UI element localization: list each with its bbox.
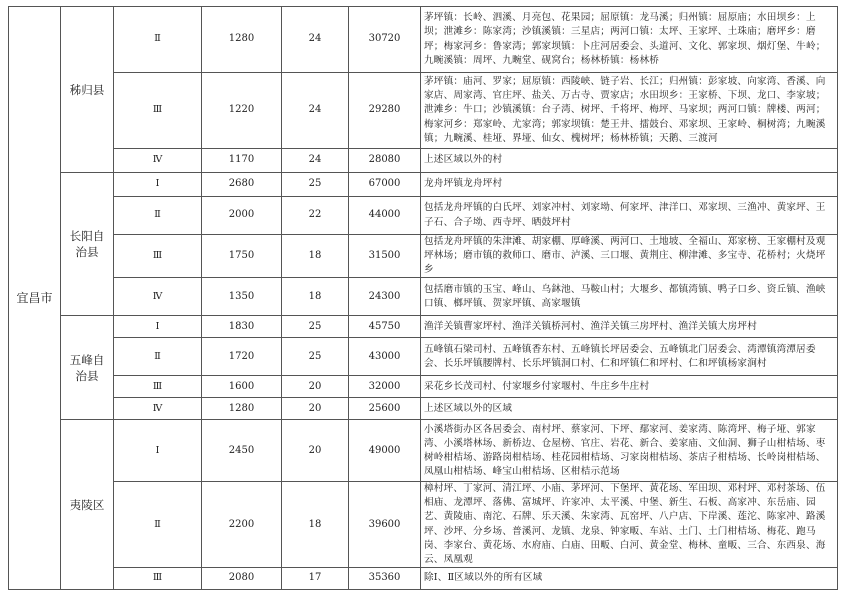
table-row (9, 316, 838, 338)
value1-cell: 1830 (202, 316, 282, 338)
table-row (9, 376, 838, 398)
region-desc-cell: 上述区域以外的村 (421, 149, 838, 173)
value2-cell: 24 (282, 73, 349, 149)
city-cell: 宜昌市 (9, 7, 61, 590)
table-row (9, 420, 838, 482)
region-desc-cell: 采花乡长茂司村、付家堰乡付家堰村、牛庄乡牛庄村 (421, 376, 838, 398)
value2-cell: 24 (282, 7, 349, 73)
region-desc-cell: 五峰镇石梁司村、五峰镇香东村、五峰镇长坪居委会、五峰镇北门居委会、湾潭镇湾潭居委会、长乐坪镇腰牌村、长乐坪镇洞口村、仁和坪镇仁和坪村、仁和坪镇杨家涧村 (421, 338, 838, 376)
value2-cell: 25 (282, 338, 349, 376)
compensation-table (8, 6, 838, 590)
value1-cell: 1170 (202, 149, 282, 173)
region-desc-cell: 茅坪镇：庙河、罗家；屈原镇：西陵峡、链子岩、长江；归州镇：彭家坡、向家湾、香溪、向家店、周家湾、官庄坪、盐关、万古寺、贾家店；水田坝乡：王家桥、下坝、龙口、李家坡；泄滩乡：牛口；沙镇溪镇：台子湾、树坪、千将坪、梅坪、马家坝；两河口镇：牌楼、两河；梅家河乡：郑家岭、尤家湾；郭家坝镇：楚王井、擂鼓台、邓家坝、王家岭、桐树湾；九畹溪镇；九畹溪、桂垭、界垭、仙女、槐树坪；杨林桥镇；天鹅、三渡河 (421, 73, 838, 149)
value2-cell: 22 (282, 197, 349, 235)
value1-cell: 2680 (202, 173, 282, 197)
grade-cell: Ⅰ (114, 316, 202, 338)
region-desc-cell: 樟村坪、丁家河、清江坪、小庙、茅坪河、下堡坪、黄花场、军田坝、邓村坪、邓村茶场、伍相庙、龙潭坪、落佛、富城坪、许家冲、太平溪、中堡、新生、石板、高家冲、东岳庙、园艺、黄陵庙、南沱、石牌、乐天溪、朱家湾、瓦窑坪、八户店、下岸溪、莲沱、陈家冲、路溪坪、沙坪、分乡场、普溪河、龙镇、龙泉、钟家畈、车站、土门、土门柑桔场、梅花、跑马岗、李家台、黄花场、水府庙、白庙、田畈、白河、黄金堂、梅林、童畈、三合、东西泉、海云、凤凰观 (421, 482, 838, 568)
value2-cell: 18 (282, 482, 349, 568)
region-desc-cell: 包括磨市镇的玉宝、峰山、乌鈢池、马鞍山村；大堰乡、都镇湾镇、鸭子口乡、资丘镇、渔峡口镇、榔坪镇、贺家坪镇、高家堰镇 (421, 278, 838, 316)
value2-cell: 18 (282, 278, 349, 316)
grade-cell: Ⅳ (114, 398, 202, 420)
value3-cell: 30720 (349, 7, 421, 73)
table-row (9, 398, 838, 420)
region-desc-cell: 包括龙舟坪镇的朱津滩、胡家棚、厚峰溪、两河口、土地坡、全福山、郑家榜、王家棚村及观坪林场；磨市镇的救师口、磨市、泸溪、三口堰、黄荆庄、柳津滩、多宝寺、花桥村；火烧坪乡 (421, 235, 838, 278)
value2-cell: 20 (282, 420, 349, 482)
county-cell: 长阳自治县 (61, 173, 114, 316)
table-row (9, 197, 838, 235)
grade-cell: Ⅱ (114, 197, 202, 235)
table-row (9, 278, 838, 316)
region-desc-cell: 龙舟坪镇龙舟坪村 (421, 173, 838, 197)
region-desc-cell: 包括龙舟坪镇的白氏坪、刘家冲村、刘家坳、何家坪、津洋口、邓家坝、三渔冲、黄家坪、王子石、合子坳、西寺坪、晒鼓坪村 (421, 197, 838, 235)
value3-cell: 35360 (349, 567, 421, 589)
region-desc-cell: 除Ⅰ、Ⅱ区域以外的所有区域 (421, 567, 838, 589)
value3-cell: 43000 (349, 338, 421, 376)
value1-cell: 1350 (202, 278, 282, 316)
value3-cell: 67000 (349, 173, 421, 197)
value3-cell: 39600 (349, 482, 421, 568)
grade-cell: Ⅳ (114, 278, 202, 316)
table-row (9, 338, 838, 376)
grade-cell: Ⅱ (114, 482, 202, 568)
value3-cell: 25600 (349, 398, 421, 420)
grade-cell: Ⅱ (114, 338, 202, 376)
value1-cell: 1600 (202, 376, 282, 398)
grade-cell: Ⅱ (114, 7, 202, 73)
value3-cell: 44000 (349, 197, 421, 235)
grade-cell: Ⅲ (114, 567, 202, 589)
value1-cell: 1280 (202, 7, 282, 73)
value3-cell: 24300 (349, 278, 421, 316)
table-row (9, 173, 838, 197)
region-desc-cell: 小溪塔街办区各居委会、南村坪、蔡家河、下坪、鄢家河、姜家湾、陈湾坪、梅子垭、郭家湾、小溪塔林场、新桥边、仓屋榜、官庄、岩花、新合、姜家庙、文仙洞、狮子山柑桔场、枣树岭柑桔场、游路岗柑桔场、桂花园柑桔场、习家岗柑桔场、茶店子柑桔场、长岭岗柑桔场、凤凰山柑桔场、峰宝山柑桔场、区柑桔示范场 (421, 420, 838, 482)
value1-cell: 1750 (202, 235, 282, 278)
grade-cell: Ⅳ (114, 149, 202, 173)
grade-cell: Ⅰ (114, 420, 202, 482)
value1-cell: 2080 (202, 567, 282, 589)
grade-cell: Ⅲ (114, 376, 202, 398)
value2-cell: 18 (282, 235, 349, 278)
value1-cell: 1220 (202, 73, 282, 149)
table-row (9, 149, 838, 173)
table-row (9, 235, 838, 278)
value3-cell: 31500 (349, 235, 421, 278)
value1-cell: 2200 (202, 482, 282, 568)
value1-cell: 1280 (202, 398, 282, 420)
value2-cell: 24 (282, 149, 349, 173)
value3-cell: 32000 (349, 376, 421, 398)
county-cell: 秭归县 (61, 7, 114, 173)
value3-cell: 45750 (349, 316, 421, 338)
grade-cell: Ⅰ (114, 173, 202, 197)
value1-cell: 2450 (202, 420, 282, 482)
value1-cell: 1720 (202, 338, 282, 376)
value3-cell: 29280 (349, 73, 421, 149)
grade-cell: Ⅲ (114, 235, 202, 278)
value2-cell: 20 (282, 376, 349, 398)
value3-cell: 49000 (349, 420, 421, 482)
table-row (9, 567, 838, 589)
value2-cell: 17 (282, 567, 349, 589)
value1-cell: 2000 (202, 197, 282, 235)
grade-cell: Ⅲ (114, 73, 202, 149)
region-desc-cell: 渔洋关镇曹家坪村、渔洋关镇桥河村、渔洋关镇三房坪村、渔洋关镇大房坪村 (421, 316, 838, 338)
county-cell: 夷陵区 (61, 420, 114, 590)
table-row (9, 7, 838, 73)
value2-cell: 25 (282, 316, 349, 338)
county-cell: 五峰自治县 (61, 316, 114, 420)
value3-cell: 28080 (349, 149, 421, 173)
table-row (9, 482, 838, 568)
table-row (9, 73, 838, 149)
value2-cell: 20 (282, 398, 349, 420)
region-desc-cell: 上述区域以外的区域 (421, 398, 838, 420)
value2-cell: 25 (282, 173, 349, 197)
region-desc-cell: 茅坪镇：长岭、泗溪、月亮包、花果园；屈原镇：龙马溪；归州镇：屈原庙；水田坝乡：上坝；泄滩乡：陈家湾；沙镇溪镇：三星店；两河口镇：太坪、王家坪、土珠庙；磨坪乡：磨坪；梅家河乡：鲁家湾；郭家坝镇：卜庄河居委会、头道河、文化、郭家坝、烟灯堡、牛岭；九畹溪镇：周坪、九畹堂、砚窝台；杨林桥镇：杨林桥 (421, 7, 838, 73)
